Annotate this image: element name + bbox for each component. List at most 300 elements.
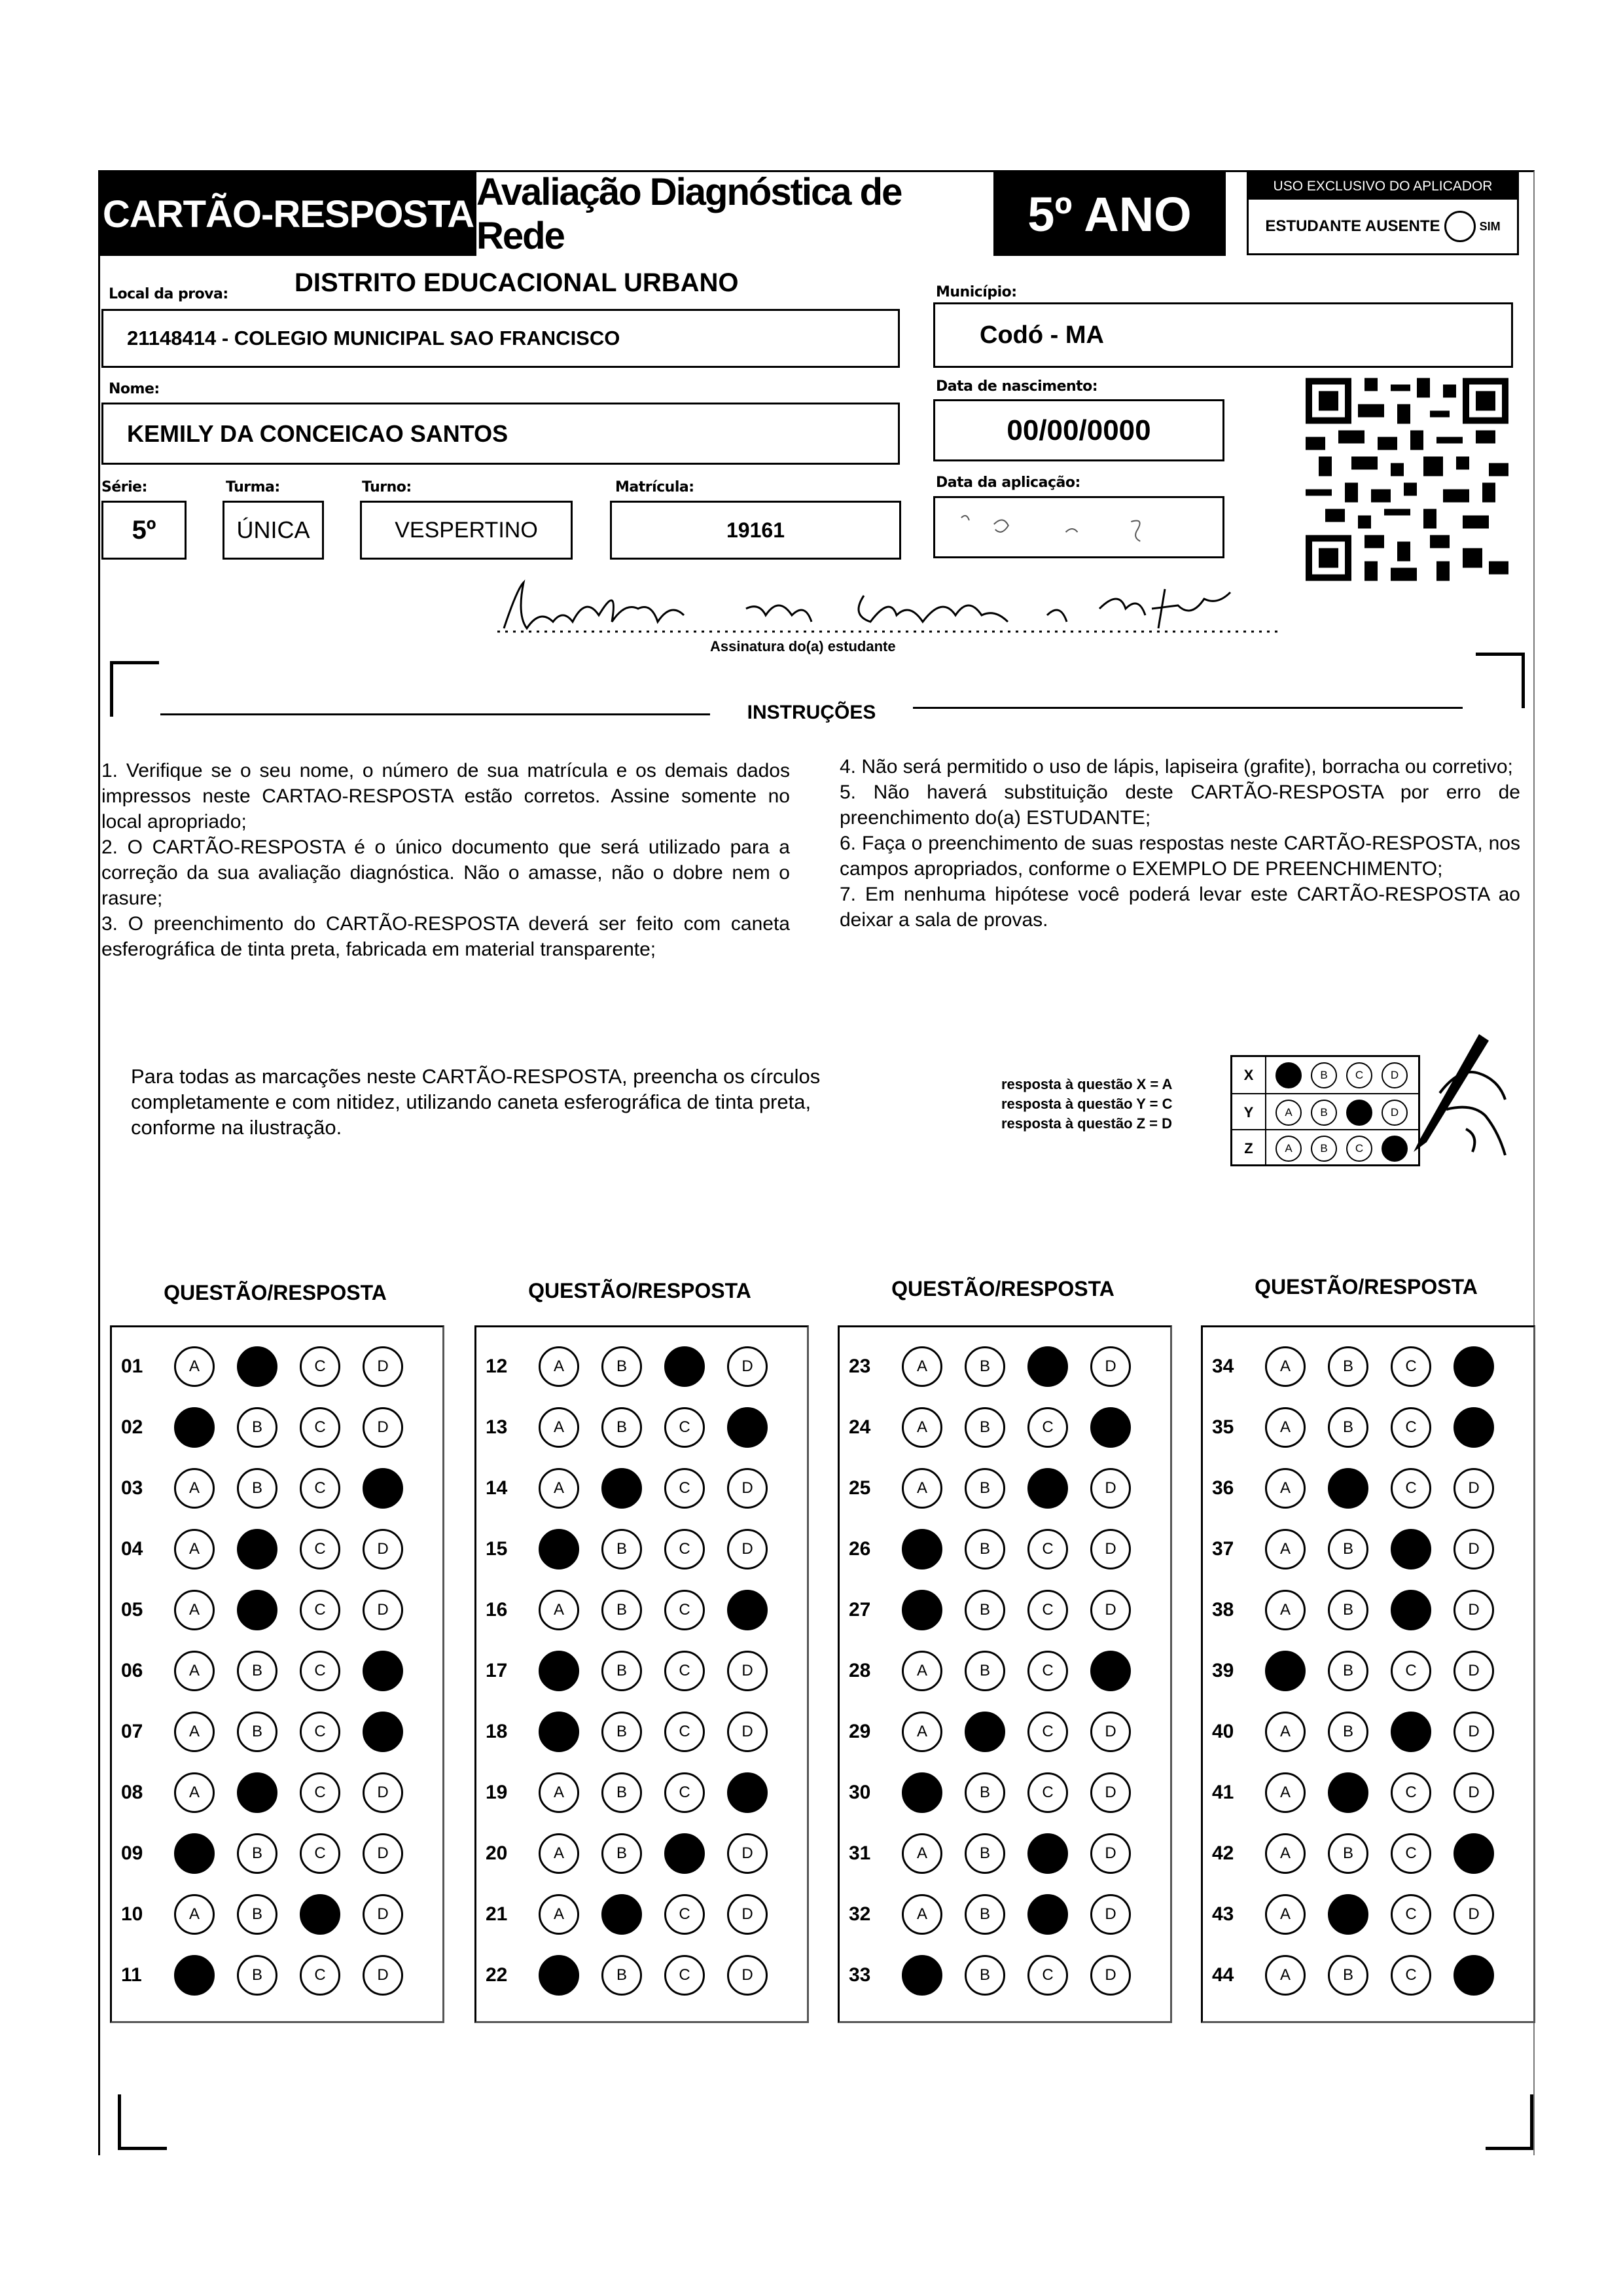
question-number: 01	[121, 1355, 143, 1377]
answer-bubble-b[interactable]: B	[601, 1407, 642, 1448]
answer-bubble-d[interactable]: D	[1454, 1651, 1494, 1691]
answer-bubble-d[interactable]: D	[1090, 1346, 1131, 1387]
answer-bubble-c[interactable]: C	[664, 1407, 705, 1448]
question-number: 33	[849, 1964, 871, 1986]
answer-bubble-c[interactable]: C	[1027, 1590, 1068, 1630]
answer-bubble-a[interactable]: A	[902, 1894, 942, 1935]
answer-row	[1203, 1408, 1516, 1447]
answer-bubble-a[interactable]: A	[1265, 1955, 1306, 1996]
answer-bubble-a[interactable]: A	[539, 1468, 579, 1509]
answer-bubble-a[interactable]: A	[539, 1407, 579, 1448]
answer-row	[1203, 1956, 1516, 1995]
nome-label: Nome:	[109, 381, 160, 397]
question-number: 30	[849, 1782, 871, 1803]
answer-bubble-c[interactable]: C	[300, 1468, 340, 1509]
corner-mark-top-right	[1476, 653, 1525, 708]
answer-bubble-b[interactable]: B	[965, 1407, 1005, 1448]
instruction-item: 2. O CARTÃO-RESPOSTA é o único documento que será utilizado para a correção da sua avaliação diagnóstica. Não o amasse, não o dobre nem o rasure;	[101, 836, 790, 909]
instructions-rule-right	[913, 707, 1463, 709]
answer-bubble-d[interactable]: D	[727, 1346, 768, 1387]
answer-row	[112, 1347, 425, 1386]
absent-bubble[interactable]	[1444, 211, 1476, 242]
question-number: 20	[486, 1842, 508, 1864]
question-number: 18	[486, 1721, 508, 1742]
answer-bubble-c[interactable]: C	[300, 1712, 340, 1752]
answer-bubble-c[interactable]: C	[664, 1468, 705, 1509]
answer-bubble-a[interactable]: A	[174, 1590, 215, 1630]
answer-bubble-b[interactable]: B	[965, 1590, 1005, 1630]
answer-row	[112, 1956, 425, 1995]
answer-bubble-b[interactable]: B	[237, 1407, 277, 1448]
answers-column	[838, 1325, 1172, 2023]
answer-row	[476, 1408, 790, 1447]
answer-bubble-c[interactable]: C	[300, 1955, 340, 1996]
answer-bubble-a[interactable]: A	[174, 1712, 215, 1752]
question-number: 17	[486, 1660, 508, 1681]
question-number: 19	[486, 1782, 508, 1803]
answer-bubble-b[interactable]: B	[601, 1468, 642, 1509]
answer-bubble-c[interactable]: C	[1391, 1712, 1431, 1752]
matricula-field	[610, 501, 901, 560]
answer-bubble-d[interactable]: D	[1454, 1712, 1494, 1752]
example-row-label: Z	[1232, 1130, 1266, 1166]
question-number: 38	[1212, 1599, 1234, 1621]
answer-row	[1203, 1834, 1516, 1873]
exam-subtitle: Avaliação Diagnóstica de Rede	[476, 171, 902, 257]
answers-column-header: QUESTÃO/RESPOSTA	[528, 1279, 751, 1302]
question-number: 43	[1212, 1903, 1234, 1925]
answer-row	[112, 1469, 425, 1508]
answer-bubble-c[interactable]: C	[300, 1346, 340, 1387]
instructions-right	[840, 754, 1520, 933]
answer-bubble-b[interactable]: B	[601, 1894, 642, 1935]
answer-bubble-d[interactable]: D	[363, 1468, 403, 1509]
answer-bubble-b[interactable]: B	[1328, 1468, 1368, 1509]
answer-bubble-d[interactable]: D	[727, 1468, 768, 1509]
question-number: 10	[121, 1903, 143, 1925]
answer-bubble-d[interactable]: D	[1090, 1712, 1131, 1752]
answer-bubble-b[interactable]: B	[965, 1833, 1005, 1874]
answer-bubble-c[interactable]: C	[1391, 1407, 1431, 1448]
answer-row	[840, 1773, 1153, 1812]
question-number: 15	[486, 1538, 508, 1560]
example-bubble-d: D	[1382, 1062, 1408, 1088]
instruction-item: 5. Não haverá substituição deste CARTÃO-RESPOSTA por erro de preenchimento do(a) ESTUDANTE;	[840, 781, 1520, 829]
answer-bubble-b[interactable]: B	[1328, 1590, 1368, 1630]
answer-row	[476, 1469, 790, 1508]
answer-bubble-d[interactable]: D	[1090, 1468, 1131, 1509]
answer-bubble-a[interactable]: A	[902, 1955, 942, 1996]
answer-bubble-c[interactable]: C	[1391, 1590, 1431, 1630]
answer-bubble-b[interactable]: B	[1328, 1955, 1368, 1996]
answer-bubble-b[interactable]: B	[601, 1529, 642, 1570]
answer-bubble-a[interactable]: A	[902, 1833, 942, 1874]
answer-bubble-b[interactable]: B	[237, 1590, 277, 1630]
answer-bubble-d[interactable]: D	[1454, 1955, 1494, 1996]
answer-bubble-b[interactable]: B	[237, 1346, 277, 1387]
answer-bubble-a[interactable]: A	[539, 1590, 579, 1630]
answer-row	[840, 1469, 1153, 1508]
municipio-label: Município:	[936, 284, 1017, 300]
question-number: 04	[121, 1538, 143, 1560]
answer-bubble-c[interactable]: C	[1391, 1955, 1431, 1996]
answer-bubble-b[interactable]: B	[237, 1894, 277, 1935]
answer-bubble-a[interactable]: A	[1265, 1590, 1306, 1630]
aplicacao-field[interactable]	[933, 496, 1224, 558]
answer-bubble-b[interactable]: B	[601, 1772, 642, 1813]
answer-bubble-a[interactable]: A	[902, 1346, 942, 1387]
answer-bubble-c[interactable]: C	[1027, 1833, 1068, 1874]
serie-label: Série:	[101, 479, 147, 495]
answer-row	[112, 1773, 425, 1812]
answer-bubble-d[interactable]: D	[727, 1833, 768, 1874]
answer-bubble-d[interactable]: D	[363, 1955, 403, 1996]
question-number: 07	[121, 1721, 143, 1742]
example-line: resposta à questão Z = D	[1001, 1115, 1173, 1132]
answer-bubble-c[interactable]: C	[664, 1955, 705, 1996]
instruction-item: 6. Faça o preenchimento de suas respostas neste CARTÃO-RESPOSTA, nos campos apropriados, conforme o EXEMPLO DE PREENCHIMENTO;	[840, 833, 1520, 880]
answer-bubble-c[interactable]: C	[300, 1407, 340, 1448]
example-row-label: X	[1232, 1057, 1266, 1093]
answer-bubble-d[interactable]: D	[727, 1955, 768, 1996]
answer-row	[840, 1651, 1153, 1691]
answer-bubble-a[interactable]: A	[174, 1407, 215, 1448]
answer-bubble-d[interactable]: D	[363, 1651, 403, 1691]
answer-bubble-c[interactable]: C	[664, 1651, 705, 1691]
answer-bubble-a[interactable]: A	[902, 1712, 942, 1752]
answer-bubble-a[interactable]: A	[174, 1346, 215, 1387]
answer-bubble-b[interactable]: B	[601, 1955, 642, 1996]
question-number: 39	[1212, 1660, 1234, 1681]
answer-bubble-d[interactable]: D	[1454, 1529, 1494, 1570]
question-number: 03	[121, 1477, 143, 1499]
answer-bubble-a[interactable]: A	[174, 1833, 215, 1874]
answer-bubble-a[interactable]: A	[1265, 1894, 1306, 1935]
question-number: 22	[486, 1964, 508, 1986]
answer-bubble-b[interactable]: B	[965, 1529, 1005, 1570]
school-field	[101, 309, 900, 368]
answer-bubble-d[interactable]: D	[727, 1407, 768, 1448]
local-label: Local da prova:	[109, 286, 228, 302]
answer-bubble-d[interactable]: D	[1454, 1833, 1494, 1874]
answer-bubble-a[interactable]: A	[1265, 1833, 1306, 1874]
answer-bubble-a[interactable]: A	[1265, 1468, 1306, 1509]
answer-bubble-a[interactable]: A	[902, 1651, 942, 1691]
answer-bubble-d[interactable]: D	[727, 1529, 768, 1570]
answer-row	[840, 1834, 1153, 1873]
answer-bubble-d[interactable]: D	[1090, 1590, 1131, 1630]
matricula-value: 19161	[726, 518, 785, 542]
corner-mark-bottom-left	[118, 2094, 167, 2150]
answer-bubble-c[interactable]: C	[1391, 1346, 1431, 1387]
absent-option: SIM	[1479, 219, 1501, 233]
answer-bubble-d[interactable]: D	[363, 1712, 403, 1752]
answer-row	[1203, 1712, 1516, 1751]
question-number: 09	[121, 1842, 143, 1864]
question-number: 26	[849, 1538, 871, 1560]
answer-bubble-d[interactable]: D	[727, 1894, 768, 1935]
answer-bubble-c[interactable]: C	[664, 1590, 705, 1630]
question-number: 23	[849, 1355, 871, 1377]
answer-bubble-a[interactable]: A	[174, 1772, 215, 1813]
question-number: 02	[121, 1416, 143, 1438]
answer-bubble-b[interactable]: B	[601, 1833, 642, 1874]
answer-bubble-a[interactable]: A	[174, 1468, 215, 1509]
answer-bubble-b[interactable]: B	[1328, 1651, 1368, 1691]
answer-bubble-b[interactable]: B	[1328, 1529, 1368, 1570]
answer-bubble-b[interactable]: B	[965, 1894, 1005, 1935]
answer-bubble-c[interactable]: C	[664, 1712, 705, 1752]
answer-bubble-b[interactable]: B	[965, 1468, 1005, 1509]
answer-bubble-b[interactable]: B	[237, 1833, 277, 1874]
question-number: 44	[1212, 1964, 1234, 1986]
question-number: 06	[121, 1660, 143, 1681]
example-bubble-b: B	[1311, 1136, 1337, 1162]
turma-value: ÚNICA	[236, 516, 310, 543]
answer-bubble-a[interactable]: A	[539, 1894, 579, 1935]
answer-bubble-b[interactable]: B	[965, 1712, 1005, 1752]
question-number: 28	[849, 1660, 871, 1681]
answer-bubble-c[interactable]: C	[1027, 1712, 1068, 1752]
question-number: 32	[849, 1903, 871, 1925]
answer-bubble-c[interactable]: C	[300, 1529, 340, 1570]
example-bubble-c: C	[1346, 1136, 1372, 1162]
answer-bubble-d[interactable]: D	[1454, 1772, 1494, 1813]
answer-bubble-c[interactable]: C	[664, 1772, 705, 1813]
answer-bubble-a[interactable]: A	[174, 1651, 215, 1691]
instruction-item: 4. Não será permitido o uso de lápis, lapiseira (grafite), borracha ou corretivo;	[840, 756, 1513, 778]
answer-bubble-d[interactable]: D	[1454, 1407, 1494, 1448]
answer-bubble-c[interactable]: C	[1027, 1468, 1068, 1509]
sheet-title: CARTÃO-RESPOSTA	[100, 172, 476, 256]
answer-bubble-a[interactable]: A	[902, 1590, 942, 1630]
question-number: 13	[486, 1416, 508, 1438]
answer-bubble-d[interactable]: D	[1090, 1955, 1131, 1996]
answer-bubble-c[interactable]: C	[664, 1833, 705, 1874]
turma-label: Turma:	[226, 479, 280, 495]
question-number: 21	[486, 1903, 508, 1925]
matricula-label: Matrícula:	[615, 479, 694, 495]
answer-bubble-b[interactable]: B	[1328, 1407, 1368, 1448]
answer-bubble-a[interactable]: A	[174, 1894, 215, 1935]
answer-bubble-a[interactable]: A	[1265, 1407, 1306, 1448]
answer-bubble-c[interactable]: C	[300, 1590, 340, 1630]
example-legend	[1001, 1075, 1172, 1134]
grade-label: 5º ANO	[993, 172, 1226, 256]
example-line: resposta à questão Y = C	[1001, 1096, 1173, 1112]
answer-bubble-b[interactable]: B	[601, 1346, 642, 1387]
answer-bubble-d[interactable]: D	[1090, 1894, 1131, 1935]
answer-bubble-b[interactable]: B	[237, 1529, 277, 1570]
answer-row	[476, 1347, 790, 1386]
answer-bubble-b[interactable]: B	[1328, 1712, 1368, 1752]
answer-row	[476, 1651, 790, 1691]
answer-bubble-c[interactable]: C	[1391, 1468, 1431, 1509]
example-bubble-a: A	[1275, 1136, 1302, 1162]
answer-bubble-d[interactable]: D	[1090, 1772, 1131, 1813]
answer-row	[1203, 1347, 1516, 1386]
serie-value: 5º	[132, 515, 156, 545]
question-number: 08	[121, 1782, 143, 1803]
answer-bubble-b[interactable]: B	[237, 1772, 277, 1813]
question-number: 14	[486, 1477, 508, 1499]
instructions-left	[101, 758, 790, 962]
student-signature-icon	[497, 569, 1283, 641]
answers-column	[474, 1325, 809, 2023]
nascimento-value: 00/00/0000	[1007, 414, 1151, 446]
answer-bubble-b[interactable]: B	[1328, 1894, 1368, 1935]
answer-bubble-d[interactable]: D	[363, 1772, 403, 1813]
answer-bubble-a[interactable]: A	[539, 1651, 579, 1691]
answer-bubble-d[interactable]: D	[1090, 1529, 1131, 1570]
answer-bubble-c[interactable]: C	[1027, 1346, 1068, 1387]
answer-bubble-c[interactable]: C	[300, 1772, 340, 1813]
answer-bubble-c[interactable]: C	[664, 1894, 705, 1935]
applicator-box	[1247, 171, 1519, 255]
example-row-label: Y	[1232, 1094, 1266, 1130]
answer-bubble-c[interactable]: C	[1391, 1651, 1431, 1691]
answer-bubble-c[interactable]: C	[1027, 1894, 1068, 1935]
answer-bubble-c[interactable]: C	[1391, 1529, 1431, 1570]
answer-bubble-d[interactable]: D	[363, 1894, 403, 1935]
question-number: 24	[849, 1416, 871, 1438]
answer-bubble-b[interactable]: B	[965, 1772, 1005, 1813]
question-number: 34	[1212, 1355, 1234, 1377]
answer-bubble-d[interactable]: D	[363, 1833, 403, 1874]
answer-bubble-c[interactable]: C	[300, 1833, 340, 1874]
answer-bubble-d[interactable]: D	[363, 1529, 403, 1570]
answer-bubble-d[interactable]: D	[1454, 1590, 1494, 1630]
answer-bubble-d[interactable]: D	[1090, 1833, 1131, 1874]
example-text: Para todas as marcações neste CARTÃO-RESPOSTA, preencha os círculos completamente e com nitidez, utilizando caneta esferográfica de tinta preta, conforme na ilustração.	[131, 1065, 821, 1139]
question-number: 37	[1212, 1538, 1234, 1560]
answer-row	[476, 1590, 790, 1630]
answer-bubble-a[interactable]: A	[539, 1772, 579, 1813]
answer-bubble-b[interactable]: B	[1328, 1833, 1368, 1874]
answer-bubble-a[interactable]: A	[539, 1712, 579, 1752]
answer-row	[112, 1895, 425, 1934]
answer-bubble-a[interactable]: A	[1265, 1346, 1306, 1387]
answer-bubble-d[interactable]: D	[1090, 1651, 1131, 1691]
answer-bubble-b[interactable]: B	[237, 1468, 277, 1509]
answer-bubble-c[interactable]: C	[1027, 1529, 1068, 1570]
answer-bubble-b[interactable]: B	[237, 1955, 277, 1996]
answer-bubble-d[interactable]: D	[1454, 1346, 1494, 1387]
answer-bubble-d[interactable]: D	[363, 1346, 403, 1387]
answer-bubble-c[interactable]: C	[664, 1346, 705, 1387]
answer-bubble-c[interactable]: C	[300, 1894, 340, 1935]
answer-bubble-a[interactable]: A	[1265, 1529, 1306, 1570]
instruction-item: 3. O preenchimento do CARTÃO-RESPOSTA deverá ser feito com caneta esferográfica de tinta preta, fabricada em material transparente;	[101, 913, 790, 960]
answer-bubble-a[interactable]: A	[1265, 1772, 1306, 1813]
answer-bubble-d[interactable]: D	[1454, 1468, 1494, 1509]
instruction-item: 7. Em nenhuma hipótese você poderá levar este CARTÃO-RESPOSTA ao deixar a sala de provas.	[840, 884, 1520, 931]
answer-bubble-a[interactable]: A	[174, 1955, 215, 1996]
answer-bubble-d[interactable]: D	[727, 1772, 768, 1813]
answer-bubble-c[interactable]: C	[1027, 1651, 1068, 1691]
answer-bubble-b[interactable]: B	[237, 1712, 277, 1752]
answer-bubble-c[interactable]: C	[1391, 1772, 1431, 1813]
example-bubble-c: C	[1346, 1062, 1372, 1088]
answer-bubble-d[interactable]: D	[727, 1651, 768, 1691]
answer-row	[840, 1530, 1153, 1569]
answer-bubble-a[interactable]: A	[1265, 1651, 1306, 1691]
answer-bubble-a[interactable]: A	[539, 1529, 579, 1570]
answer-bubble-b[interactable]: B	[601, 1590, 642, 1630]
aplicacao-label: Data da aplicação:	[936, 475, 1080, 491]
answer-bubble-b[interactable]: B	[237, 1651, 277, 1691]
answer-row	[112, 1651, 425, 1691]
answer-bubble-a[interactable]: A	[1265, 1712, 1306, 1752]
answer-bubble-c[interactable]: C	[1027, 1955, 1068, 1996]
answer-row	[1203, 1590, 1516, 1630]
answer-bubble-c[interactable]: C	[1391, 1833, 1431, 1874]
answer-row	[1203, 1469, 1516, 1508]
example-bubble-b: B	[1311, 1100, 1337, 1126]
answer-bubble-b[interactable]: B	[965, 1346, 1005, 1387]
answers-column	[110, 1325, 444, 2023]
answer-bubble-c[interactable]: C	[664, 1529, 705, 1570]
answer-bubble-b[interactable]: B	[601, 1651, 642, 1691]
answer-bubble-a[interactable]: A	[902, 1529, 942, 1570]
turno-label: Turno:	[362, 479, 412, 495]
answer-row	[112, 1590, 425, 1630]
answer-bubble-d[interactable]: D	[363, 1590, 403, 1630]
answer-bubble-d[interactable]: D	[363, 1407, 403, 1448]
turno-field	[360, 501, 573, 560]
answer-bubble-b[interactable]: B	[601, 1712, 642, 1752]
answer-bubble-a[interactable]: A	[539, 1833, 579, 1874]
question-number: 05	[121, 1599, 143, 1621]
question-number: 29	[849, 1721, 871, 1742]
answer-bubble-d[interactable]: D	[1090, 1407, 1131, 1448]
example-bubble-d: D	[1382, 1136, 1408, 1162]
answer-bubble-a[interactable]: A	[902, 1407, 942, 1448]
answer-row	[476, 1773, 790, 1812]
answers-column-header: QUESTÃO/RESPOSTA	[891, 1277, 1115, 1300]
question-number: 27	[849, 1599, 871, 1621]
instruction-item: 1. Verifique se o seu nome, o número de sua matrícula e os demais dados impressos neste CARTAO-RESPOSTA estão corretos. Assine somente no local apropriado;	[101, 760, 790, 833]
answer-bubble-d[interactable]: D	[727, 1590, 768, 1630]
answer-bubble-a[interactable]: A	[539, 1955, 579, 1996]
answer-bubble-a[interactable]: A	[539, 1346, 579, 1387]
answer-bubble-b[interactable]: B	[965, 1955, 1005, 1996]
example-bubble-a: A	[1275, 1062, 1302, 1088]
answer-bubble-a[interactable]: A	[902, 1772, 942, 1813]
example-bubble-a: A	[1275, 1100, 1302, 1126]
turno-value: VESPERTINO	[395, 517, 538, 543]
turma-field	[223, 501, 324, 560]
answer-bubble-d[interactable]: D	[1454, 1894, 1494, 1935]
answer-bubble-c[interactable]: C	[1027, 1407, 1068, 1448]
answer-bubble-a[interactable]: A	[174, 1529, 215, 1570]
answer-bubble-b[interactable]: B	[965, 1651, 1005, 1691]
answer-row	[112, 1530, 425, 1569]
answer-bubble-b[interactable]: B	[1328, 1772, 1368, 1813]
answer-bubble-c[interactable]: C	[300, 1651, 340, 1691]
signature-label: Assinatura do(a) estudante	[710, 638, 896, 655]
nome-value: KEMILY DA CONCEICAO SANTOS	[127, 420, 508, 447]
answer-bubble-c[interactable]: C	[1027, 1772, 1068, 1813]
example-line: resposta à questão X = A	[1001, 1076, 1173, 1092]
corner-mark-top-left	[110, 661, 159, 717]
answer-bubble-c[interactable]: C	[1391, 1894, 1431, 1935]
answer-bubble-b[interactable]: B	[1328, 1346, 1368, 1387]
question-number: 12	[486, 1355, 508, 1377]
answer-bubble-d[interactable]: D	[727, 1712, 768, 1752]
answer-bubble-a[interactable]: A	[902, 1468, 942, 1509]
answers-column-header: QUESTÃO/RESPOSTA	[1255, 1275, 1478, 1299]
